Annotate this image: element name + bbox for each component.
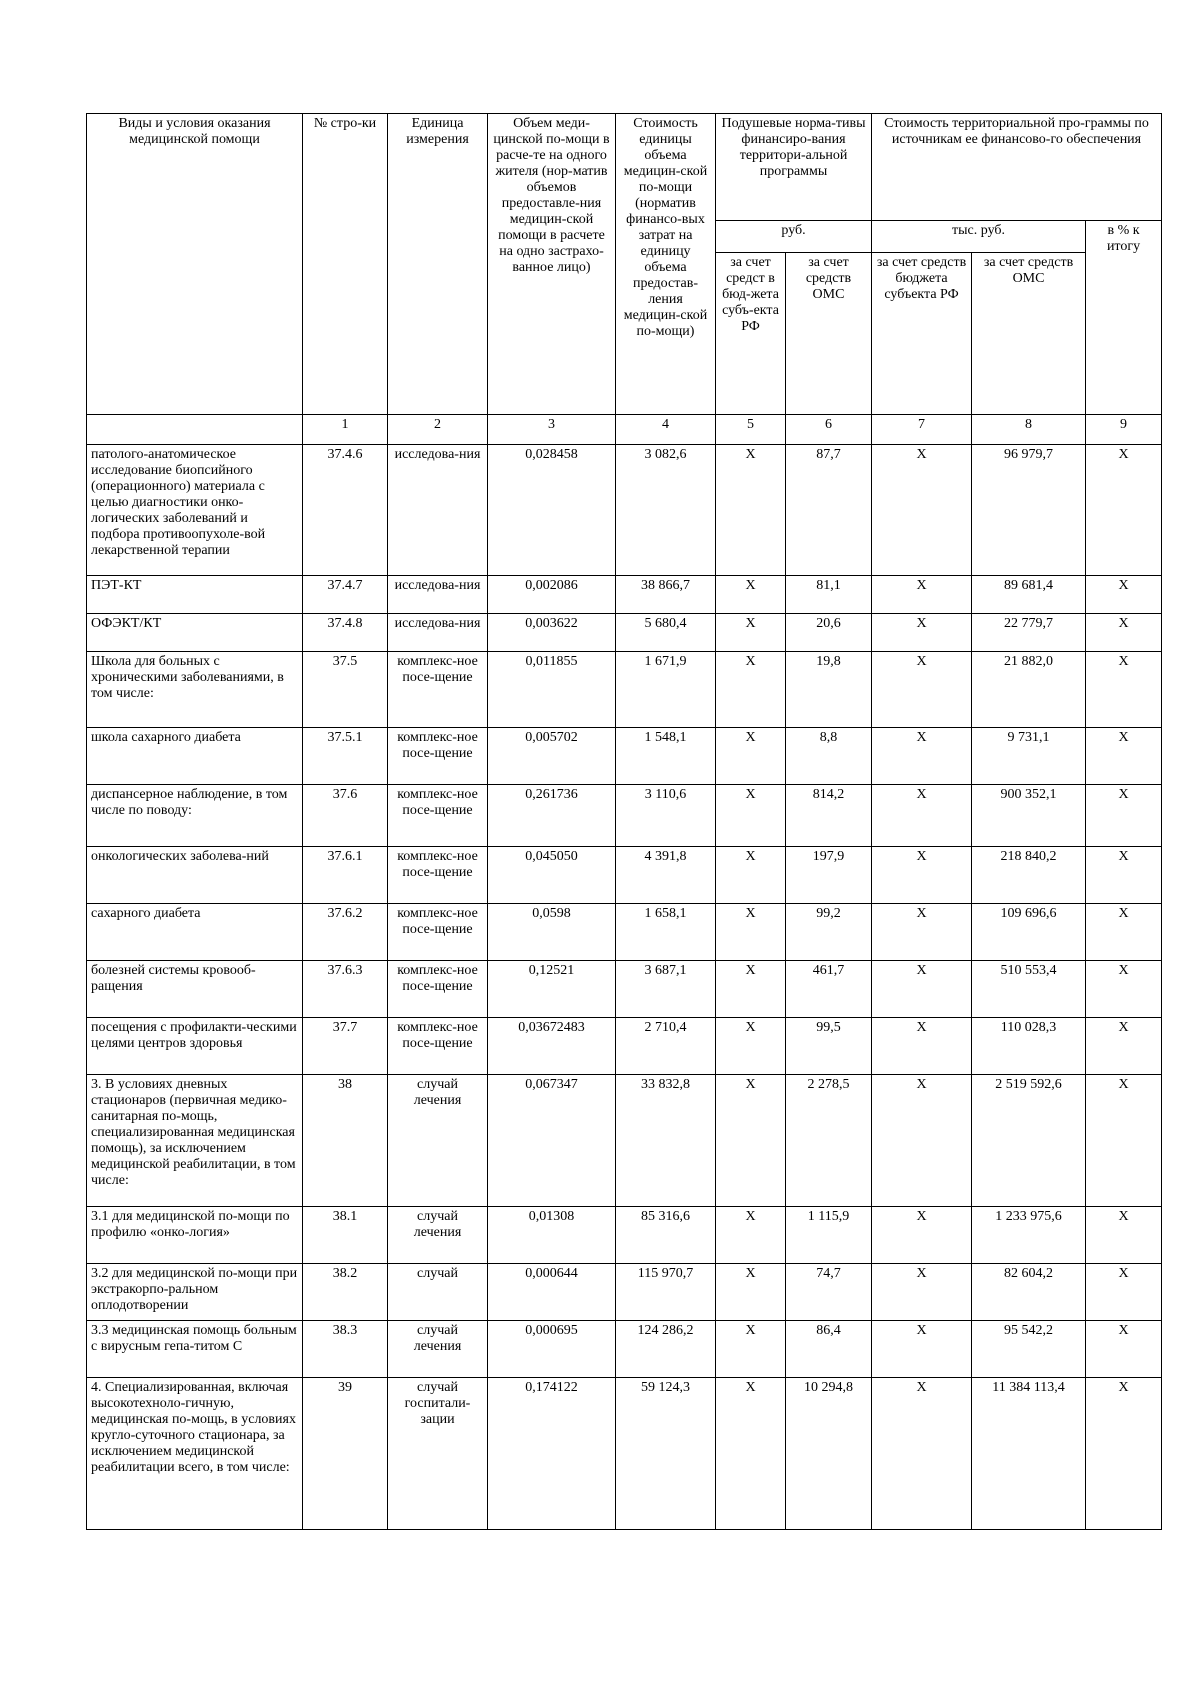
row-budget-thous: Х [872,904,972,961]
row-oms-rub: 814,2 [786,785,872,847]
header-line-number: № стро-ки [303,114,388,415]
header-unit-cost: Стоимость единицы объема медицин-ской по-мощи (норматив финансо-вых затрат на единицу объема предостав-ления медицин-ской по-мощи) [616,114,716,415]
row-oms-thous: 22 779,7 [972,614,1086,652]
row-line-number: 37.6.3 [303,961,388,1018]
row-volume: 0,005702 [488,728,616,785]
table-row [87,576,1162,614]
row-budget-thous: Х [872,614,972,652]
column-number: 9 [1086,415,1162,445]
row-percent: Х [1086,445,1162,576]
row-percent: Х [1086,1075,1162,1207]
row-name: 3.3 медицинская помощь больным с вирусным гепа-титом С [87,1321,303,1378]
column-number: 1 [303,415,388,445]
row-budget-rub: Х [716,1264,786,1321]
row-oms-thous: 110 028,3 [972,1018,1086,1075]
row-budget-thous: Х [872,785,972,847]
column-number: 6 [786,415,872,445]
row-budget-rub: Х [716,1075,786,1207]
table-row [87,1264,1162,1321]
row-budget-thous: Х [872,1207,972,1264]
row-oms-rub: 86,4 [786,1321,872,1378]
row-name: 4. Специализированная, включая высокотехноло-гичную, медицинская по-мощь, в условиях кругло-суточного стационара, за исключением медицинской реабилитации всего, в том числе: [87,1378,303,1530]
row-oms-thous: 82 604,2 [972,1264,1086,1321]
row-budget-rub: Х [716,1018,786,1075]
row-oms-rub: 87,7 [786,445,872,576]
row-name: школа сахарного диабета [87,728,303,785]
row-volume: 0,011855 [488,652,616,728]
row-unit: комплекс-ное посе-щение [388,652,488,728]
row-unit-cost: 59 124,3 [616,1378,716,1530]
row-name: болезней системы кровооб-ращения [87,961,303,1018]
row-line-number: 37.6.1 [303,847,388,904]
row-unit-cost: 124 286,2 [616,1321,716,1378]
table-row [87,847,1162,904]
row-oms-rub: 1 115,9 [786,1207,872,1264]
row-unit: комплекс-ное посе-щение [388,904,488,961]
row-line-number: 38.3 [303,1321,388,1378]
row-unit: случай госпитали-зации [388,1378,488,1530]
header-kinds: Виды и условия оказания медицинской помощи [87,114,303,415]
row-oms-rub: 461,7 [786,961,872,1018]
row-budget-thous: Х [872,728,972,785]
row-oms-rub: 197,9 [786,847,872,904]
column-number: 4 [616,415,716,445]
row-name: 3. В условиях дневных стационаров (первичная медико-санитарная по-мощь, специализированная медицинская помощь), за исключением медицинской реабилитации, в том числе: [87,1075,303,1207]
row-budget-rub: Х [716,1207,786,1264]
table-row [87,652,1162,728]
row-unit-cost: 3 110,6 [616,785,716,847]
header-oms-thous: за счет средств ОМС [972,253,1086,415]
row-volume: 0,067347 [488,1075,616,1207]
row-name: 3.2 для медицинской по-мощи при экстракорпо-ральном оплодотворении [87,1264,303,1321]
header-per-capita: Подушевые норма-тивы финансиро-вания территори-альной программы [716,114,872,221]
row-volume: 0,000644 [488,1264,616,1321]
row-unit: случай лечения [388,1075,488,1207]
row-oms-rub: 10 294,8 [786,1378,872,1530]
table-row [87,445,1162,576]
table-row [87,1321,1162,1378]
row-oms-thous: 21 882,0 [972,652,1086,728]
row-unit-cost: 85 316,6 [616,1207,716,1264]
column-number-blank [87,415,303,445]
row-volume: 0,174122 [488,1378,616,1530]
row-budget-thous: Х [872,961,972,1018]
row-name: патолого-анатомическое исследование биопсийного (операционного) материала с целью диагностики онко-логических заболеваний и подбора противоопухоле-вой лекарственной терапии [87,445,303,576]
row-unit: комплекс-ное посе-щение [388,961,488,1018]
row-percent: Х [1086,614,1162,652]
row-oms-thous: 96 979,7 [972,445,1086,576]
row-volume: 0,003622 [488,614,616,652]
row-unit-cost: 3 687,1 [616,961,716,1018]
table-row [87,1378,1162,1530]
column-number-row [87,415,1162,445]
row-oms-rub: 74,7 [786,1264,872,1321]
row-oms-thous: 109 696,6 [972,904,1086,961]
row-unit-cost: 33 832,8 [616,1075,716,1207]
row-budget-thous: Х [872,847,972,904]
row-unit-cost: 2 710,4 [616,1018,716,1075]
row-oms-thous: 95 542,2 [972,1321,1086,1378]
row-budget-rub: Х [716,904,786,961]
table-row [87,785,1162,847]
table-row [87,904,1162,961]
row-percent: Х [1086,1264,1162,1321]
column-number: 8 [972,415,1086,445]
row-name: 3.1 для медицинской по-мощи по профилю «онко-логия» [87,1207,303,1264]
row-budget-thous: Х [872,1264,972,1321]
row-percent: Х [1086,576,1162,614]
row-unit: комплекс-ное посе-щение [388,1018,488,1075]
header-unit-thous-rub: тыс. руб. [872,221,1086,253]
column-number: 3 [488,415,616,445]
table-row [87,1207,1162,1264]
header-program-cost: Стоимость территориальной про-граммы по источникам ее финансово-го обеспечения [872,114,1162,221]
row-line-number: 37.4.8 [303,614,388,652]
row-percent: Х [1086,961,1162,1018]
header-oms-rub: за счет средств ОМС [786,253,872,415]
row-name: ОФЭКТ/КТ [87,614,303,652]
row-volume: 0,01308 [488,1207,616,1264]
row-oms-thous: 9 731,1 [972,728,1086,785]
row-name: посещения с профилакти-ческими целями центров здоровья [87,1018,303,1075]
table-row [87,614,1162,652]
row-oms-thous: 1 233 975,6 [972,1207,1086,1264]
row-line-number: 39 [303,1378,388,1530]
row-line-number: 37.5.1 [303,728,388,785]
row-budget-rub: Х [716,728,786,785]
row-oms-rub: 19,8 [786,652,872,728]
column-number: 7 [872,415,972,445]
row-percent: Х [1086,1018,1162,1075]
row-line-number: 38.1 [303,1207,388,1264]
row-volume: 0,261736 [488,785,616,847]
row-unit: комплекс-ное посе-щение [388,728,488,785]
row-budget-rub: Х [716,445,786,576]
row-name: ПЭТ-КТ [87,576,303,614]
row-percent: Х [1086,1378,1162,1530]
row-unit: комплекс-ное посе-щение [388,785,488,847]
row-line-number: 37.4.6 [303,445,388,576]
row-budget-rub: Х [716,961,786,1018]
table-row [87,961,1162,1018]
row-budget-thous: Х [872,652,972,728]
row-budget-rub: Х [716,576,786,614]
row-budget-rub: Х [716,785,786,847]
row-line-number: 38.2 [303,1264,388,1321]
row-unit-cost: 1 658,1 [616,904,716,961]
row-name: онкологических заболева-ний [87,847,303,904]
row-budget-thous: Х [872,1075,972,1207]
row-budget-rub: Х [716,847,786,904]
header-percent: в % к итогу [1086,221,1162,415]
row-unit: случай лечения [388,1321,488,1378]
row-unit: исследова-ния [388,614,488,652]
row-percent: Х [1086,652,1162,728]
table-row [87,1018,1162,1075]
table-row [87,1075,1162,1207]
row-name: Школа для больных с хроническими заболеваниями, в том числе: [87,652,303,728]
row-oms-rub: 99,5 [786,1018,872,1075]
row-unit-cost: 1 671,9 [616,652,716,728]
header-budget-thous: за счет средств бюджета субъекта РФ [872,253,972,415]
row-oms-rub: 99,2 [786,904,872,961]
row-volume: 0,12521 [488,961,616,1018]
row-oms-thous: 510 553,4 [972,961,1086,1018]
row-percent: Х [1086,847,1162,904]
row-unit-cost: 4 391,8 [616,847,716,904]
column-number: 2 [388,415,488,445]
row-oms-thous: 218 840,2 [972,847,1086,904]
row-budget-rub: Х [716,652,786,728]
header-budget-rub: за счет средст в бюд-жета субъ-екта РФ [716,253,786,415]
row-volume: 0,002086 [488,576,616,614]
row-line-number: 38 [303,1075,388,1207]
row-budget-rub: Х [716,1378,786,1530]
row-unit-cost: 38 866,7 [616,576,716,614]
row-unit: случай лечения [388,1207,488,1264]
row-oms-rub: 2 278,5 [786,1075,872,1207]
row-line-number: 37.4.7 [303,576,388,614]
row-oms-thous: 89 681,4 [972,576,1086,614]
row-budget-rub: Х [716,614,786,652]
row-unit: случай [388,1264,488,1321]
row-oms-thous: 900 352,1 [972,785,1086,847]
row-oms-thous: 2 519 592,6 [972,1075,1086,1207]
row-volume: 0,03672483 [488,1018,616,1075]
row-unit: комплекс-ное посе-щение [388,847,488,904]
row-budget-thous: Х [872,445,972,576]
row-percent: Х [1086,1321,1162,1378]
row-volume: 0,045050 [488,847,616,904]
header-unit-rub: руб. [716,221,872,253]
row-unit-cost: 1 548,1 [616,728,716,785]
row-line-number: 37.7 [303,1018,388,1075]
row-percent: Х [1086,904,1162,961]
row-line-number: 37.6 [303,785,388,847]
table-row [87,728,1162,785]
row-budget-thous: Х [872,1018,972,1075]
row-unit-cost: 115 970,7 [616,1264,716,1321]
row-line-number: 37.6.2 [303,904,388,961]
financing-table [86,113,1162,1530]
row-percent: Х [1086,1207,1162,1264]
row-line-number: 37.5 [303,652,388,728]
header-volume: Объем меди-цинской по-мощи в расче-те на одного жителя (нор-матив объемов предоставле-ния медицин-ской помощи в расчете на одно застрахо-ванное лицо) [488,114,616,415]
row-percent: Х [1086,728,1162,785]
column-number: 5 [716,415,786,445]
row-name: сахарного диабета [87,904,303,961]
row-volume: 0,0598 [488,904,616,961]
row-budget-thous: Х [872,576,972,614]
row-name: диспансерное наблюдение, в том числе по поводу: [87,785,303,847]
row-oms-rub: 20,6 [786,614,872,652]
row-oms-rub: 8,8 [786,728,872,785]
row-unit: исследова-ния [388,576,488,614]
row-budget-thous: Х [872,1321,972,1378]
row-unit-cost: 5 680,4 [616,614,716,652]
row-percent: Х [1086,785,1162,847]
row-unit-cost: 3 082,6 [616,445,716,576]
row-volume: 0,028458 [488,445,616,576]
row-oms-thous: 11 384 113,4 [972,1378,1086,1530]
row-unit: исследова-ния [388,445,488,576]
header-unit: Единица измерения [388,114,488,415]
row-oms-rub: 81,1 [786,576,872,614]
row-budget-rub: Х [716,1321,786,1378]
row-volume: 0,000695 [488,1321,616,1378]
row-budget-thous: Х [872,1378,972,1530]
